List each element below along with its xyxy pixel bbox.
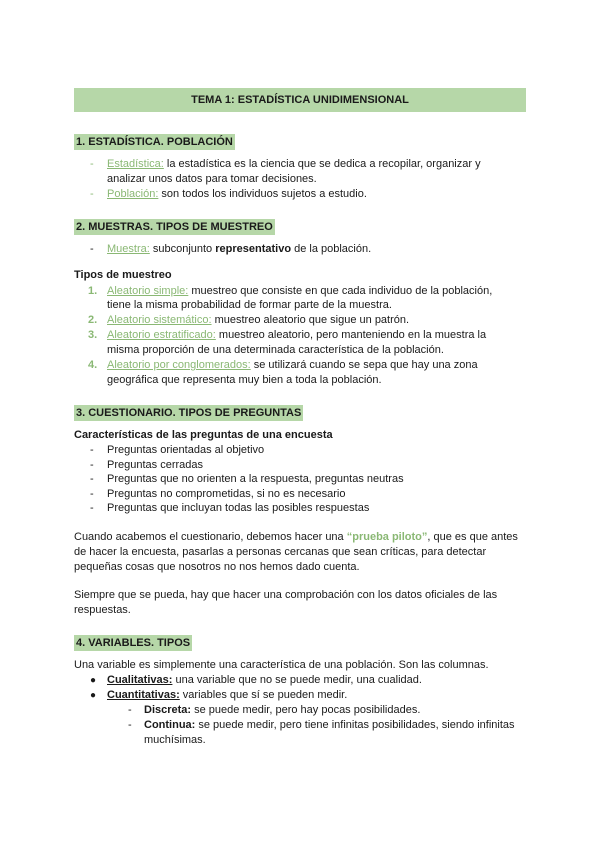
list-number: 2. (88, 314, 98, 326)
cualitativas-text: una variable que no se puede medir, una cualidad. (172, 674, 422, 686)
list-item: Preguntas no comprometidas, si no es necesario (107, 488, 346, 500)
estadistica-term: Estadística: (107, 158, 164, 170)
dash-bullet: - (128, 719, 132, 731)
dash-bullet: - (128, 704, 132, 716)
prueba-piloto-line2: de hacer la encuesta, pasarlas a personas cercanas que sean críticas, para detectar (74, 546, 487, 558)
muestra-term: Muestra: (107, 243, 150, 255)
tipo-1-line2: tiene la misma probabilidad de formar parte de la muestra. (107, 299, 392, 311)
tipos-muestreo-heading: Tipos de muestreo (74, 269, 172, 281)
continua-line2: muchísimas. (144, 734, 206, 746)
discreta-term: Discreta: (144, 704, 192, 716)
comprobacion-line1: Siempre que se pueda, hay que hacer una comprobación con los datos oficiales de las (74, 589, 498, 601)
tipo-4-line1 (107, 358, 478, 373)
list-item: Preguntas orientadas al objetivo (107, 444, 265, 456)
dash-bullet: - (90, 502, 94, 514)
cualitativas-term: Cualitativas: (107, 674, 173, 686)
continua-text: se puede medir, pero tiene infinitas posibilidades, siendo infinitas (195, 719, 515, 731)
paragraph-text: Cuando acabemos el cuestionario, debemos hacer una (74, 531, 347, 543)
muestra-text-end: de la población. (291, 243, 372, 255)
bullet-icon: ● (90, 675, 97, 686)
tipo-4-text: se utilizará cuando se sepa que hay una zona (250, 359, 478, 371)
estadistica-definition: la estadística es la ciencia que se dedica a recopilar, organizar y (163, 158, 481, 170)
comprobacion-line2: respuestas. (74, 604, 131, 616)
dash-bullet: - (90, 158, 94, 170)
continua-term: Continua: (144, 719, 196, 731)
dash-bullet: - (90, 488, 94, 500)
dash-bullet: - (90, 188, 94, 200)
tipo-1-term: Aleatorio simple: (107, 285, 189, 297)
prueba-piloto-line1 (74, 530, 518, 545)
tipo-2-text: muestreo aleatorio que sigue un patrón. (211, 314, 410, 326)
cuantitativas-line (107, 688, 347, 703)
section-3-heading: 3. CUESTIONARIO. TIPOS DE PREGUNTAS (76, 407, 302, 419)
list-number: 4. (88, 359, 98, 371)
dash-bullet: - (90, 473, 94, 485)
cualitativas-line (107, 673, 422, 688)
tipo-2-term: Aleatorio sistemático: (107, 314, 212, 326)
prueba-piloto-line3: pequeñas cosas que nosotros no nos hemos dado cuenta. (74, 561, 360, 573)
tipo-2-line1 (107, 313, 409, 328)
discreta-line (144, 703, 420, 718)
muestra-bold: representativo (215, 243, 292, 255)
cuantitativas-term: Cuantitativas: (107, 689, 180, 701)
muestra-text: subconjunto (149, 243, 216, 255)
tipo-3-line2: misma proporción de una determinada característica de la población. (107, 344, 444, 356)
poblacion-definition: son todos los individuos sujetos a estudio. (158, 188, 367, 200)
muestra-line (107, 242, 371, 257)
dash-bullet: - (90, 243, 94, 255)
tipo-3-text: muestreo aleatorio, pero manteniendo en la muestra la (215, 329, 487, 341)
section-2-heading: 2. MUESTRAS. TIPOS DE MUESTREO (76, 221, 273, 233)
list-number: 1. (88, 285, 98, 297)
list-item: Preguntas que no orienten a la respuesta, preguntas neutras (107, 473, 404, 485)
tipo-1-line1 (107, 284, 492, 299)
estadistica-line2: analizar unos datos para tomar decisiones. (107, 173, 317, 185)
discreta-text: se puede medir, pero hay pocas posibilidades. (191, 704, 421, 716)
tipo-3-line1 (107, 328, 486, 343)
continua-line (144, 718, 515, 733)
cuantitativas-text: variables que sí se pueden medir. (179, 689, 348, 701)
list-item: Preguntas que incluyan todas las posibles respuestas (107, 502, 370, 514)
prueba-piloto-term: “prueba piloto” (346, 531, 428, 543)
tipo-3-term: Aleatorio estratificado: (107, 329, 216, 341)
poblacion-term: Población: (107, 188, 159, 200)
tipo-4-line2: geográfica que representa muy bien a toda la población. (107, 374, 382, 386)
caracteristicas-heading: Características de las preguntas de una encuesta (74, 429, 333, 441)
tipo-1-text: muestreo que consiste en que cada individuo de la población, (188, 285, 493, 297)
paragraph-text: , que es que antes (427, 531, 518, 543)
variables-intro: Una variable es simplemente una característica de una población. Son las columnas. (74, 659, 489, 671)
list-item: Preguntas cerradas (107, 459, 203, 471)
tipo-4-term: Aleatorio por conglomerados: (107, 359, 251, 371)
document-title: TEMA 1: ESTADÍSTICA UNIDIMENSIONAL (74, 88, 526, 112)
section-4-heading: 4. VARIABLES. TIPOS (76, 637, 191, 649)
estadistica-line1 (107, 157, 481, 172)
bullet-icon: ● (90, 690, 97, 701)
dash-bullet: - (90, 444, 94, 456)
poblacion-line (107, 187, 367, 202)
dash-bullet: - (90, 459, 94, 471)
section-1-heading: 1. ESTADÍSTICA. POBLACIÓN (76, 136, 233, 148)
list-number: 3. (88, 329, 98, 341)
